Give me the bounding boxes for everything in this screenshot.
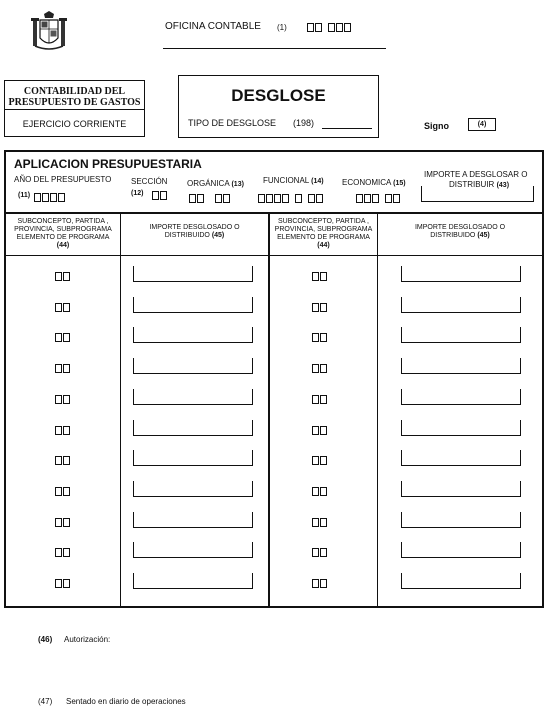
importe-ref: (43): [496, 182, 510, 189]
left-amount-field[interactable]: [133, 450, 253, 466]
col2-header-line2: DISTRIBUIDO: [164, 232, 210, 239]
funcional-boxes[interactable]: [258, 190, 324, 208]
signo-ref: (4): [477, 121, 487, 128]
signo-box[interactable]: [468, 118, 496, 131]
left-amount-field[interactable]: [133, 420, 253, 436]
left-code-boxes[interactable]: [55, 391, 71, 409]
sentado-ref: (47): [38, 697, 53, 706]
contabilidad-box: [4, 80, 145, 137]
left-code-boxes[interactable]: [55, 299, 71, 317]
organica-ref: (13): [231, 181, 244, 188]
right-amount-field[interactable]: [401, 266, 521, 282]
right-code-boxes[interactable]: [312, 575, 328, 593]
right-code-boxes[interactable]: [312, 483, 328, 501]
col1-header: [6, 218, 120, 250]
col3-header-line3: ELEMENTO DE PROGRAMA: [277, 234, 370, 241]
contabilidad-title-underline: [5, 109, 144, 110]
right-code-boxes[interactable]: [312, 360, 328, 378]
left-code-boxes[interactable]: [55, 452, 71, 470]
left-code-boxes[interactable]: [55, 575, 71, 593]
economica-ref: (15): [393, 180, 406, 187]
table-divider-3: [377, 213, 378, 607]
autorizacion-ref: (46): [38, 635, 53, 644]
left-amount-field[interactable]: [133, 481, 253, 497]
desglose-title: DESGLOSE: [231, 86, 326, 105]
right-amount-field[interactable]: [401, 389, 521, 405]
right-code-boxes[interactable]: [312, 268, 328, 286]
col4-header-line2: DISTRIBUIDO: [430, 232, 476, 239]
contabilidad-title-line2: PRESUPUESTO DE GASTOS: [8, 97, 141, 108]
office-ref: (1): [277, 23, 287, 32]
ejercicio-label: EJERCICIO CORRIENTE: [22, 119, 127, 129]
col2-header: [121, 224, 268, 240]
tipo-desglose-field[interactable]: [322, 128, 372, 129]
left-code-boxes[interactable]: [55, 422, 71, 440]
seccion-boxes[interactable]: [152, 187, 168, 205]
col4-header: [378, 224, 542, 240]
right-code-boxes[interactable]: [312, 514, 328, 532]
year-label: AÑO DEL PRESUPUESTO: [14, 175, 112, 184]
col3-header-line1: SUBCONCEPTO, PARTIDA ,: [277, 218, 370, 225]
left-code-boxes[interactable]: [55, 329, 71, 347]
funcional-ref: (14): [311, 178, 324, 185]
left-amount-field[interactable]: [133, 573, 253, 589]
seccion-ref: (12): [131, 190, 144, 197]
col1-header-line1: SUBCONCEPTO, PARTIDA ,: [17, 218, 109, 225]
right-code-boxes[interactable]: [312, 329, 328, 347]
table-header-bottom-line: [6, 255, 542, 256]
year-boxes[interactable]: [34, 189, 66, 207]
organica-label-text: ORGÁNICA: [187, 179, 230, 188]
col3-header-line2: PROVINCIA, SUBPROGRAMA: [274, 226, 373, 233]
col1-header-ref: (44): [56, 242, 70, 249]
col3-header-ref: (44): [317, 242, 330, 249]
col4-header-ref: (45): [477, 232, 490, 239]
right-code-boxes[interactable]: [312, 422, 328, 440]
year-ref: (11): [18, 192, 31, 199]
right-code-boxes[interactable]: [312, 391, 328, 409]
right-amount-field[interactable]: [401, 481, 521, 497]
right-amount-field[interactable]: [401, 297, 521, 313]
left-amount-field[interactable]: [133, 542, 253, 558]
col4-header-line1: IMPORTE DESGLOSADO O: [414, 224, 506, 231]
left-code-boxes[interactable]: [55, 514, 71, 532]
tipo-desglose-ref: (198): [293, 118, 315, 128]
left-code-boxes[interactable]: [55, 360, 71, 378]
col1-header-line3: ELEMENTO DE PROGRAMA: [16, 234, 110, 241]
office-label: OFICINA CONTABLE: [165, 21, 261, 32]
left-code-boxes[interactable]: [55, 544, 71, 562]
organica-label: [187, 179, 244, 188]
col2-header-line1: IMPORTE DESGLOSADO O: [149, 224, 240, 231]
coat-of-arms-emblem: [30, 10, 68, 54]
left-amount-field[interactable]: [133, 297, 253, 313]
economica-label: [342, 178, 406, 187]
table-top-line: [4, 212, 544, 214]
autorizacion-label: Autorización:: [64, 635, 111, 644]
right-code-boxes[interactable]: [312, 452, 328, 470]
funcional-label-text: FUNCIONAL: [263, 176, 309, 185]
left-amount-field[interactable]: [133, 512, 253, 528]
office-code-boxes[interactable]: [307, 19, 352, 37]
right-code-boxes[interactable]: [312, 544, 328, 562]
right-amount-field[interactable]: [401, 542, 521, 558]
right-amount-field[interactable]: [401, 450, 521, 466]
left-code-boxes[interactable]: [55, 483, 71, 501]
funcional-label: [263, 176, 324, 185]
right-amount-field[interactable]: [401, 327, 521, 343]
right-code-boxes[interactable]: [312, 299, 328, 317]
left-code-boxes[interactable]: [55, 268, 71, 286]
left-amount-field[interactable]: [133, 389, 253, 405]
left-amount-field[interactable]: [133, 327, 253, 343]
left-amount-field[interactable]: [133, 358, 253, 374]
table-divider-1: [120, 213, 121, 607]
left-amount-field[interactable]: [133, 266, 253, 282]
economica-label-text: ECONOMICA: [342, 178, 391, 187]
sentado-label: Sentado en diario de operaciones: [66, 697, 186, 706]
desglose-box: [178, 75, 379, 138]
office-underline: [163, 48, 386, 49]
tipo-desglose-label: TIPO DE DESGLOSE: [188, 118, 277, 128]
col2-header-ref: (45): [211, 232, 225, 239]
col1-header-line2: PROVINCIA, SUBPROGRAMA: [14, 226, 112, 233]
table-divider-2: [268, 213, 270, 607]
contabilidad-title-line1: CONTABILIDAD DEL: [23, 86, 126, 97]
right-amount-field[interactable]: [401, 573, 521, 589]
seccion-label: SECCIÓN: [131, 177, 168, 186]
importe-label-line2-text: DISTRIBUIR: [449, 180, 495, 189]
right-amount-field[interactable]: [401, 358, 521, 374]
aplicacion-title: APLICACION PRESUPUESTARIA: [14, 157, 202, 171]
economica-boxes[interactable]: [356, 190, 401, 208]
signo-label: Signo: [424, 121, 449, 131]
importe-label-line1: IMPORTE A DESGLOSAR O: [424, 170, 528, 179]
importe-total-field[interactable]: [421, 186, 534, 202]
right-amount-field[interactable]: [401, 420, 521, 436]
right-amount-field[interactable]: [401, 512, 521, 528]
col3-header: [270, 218, 377, 250]
organica-boxes[interactable]: [189, 190, 231, 208]
